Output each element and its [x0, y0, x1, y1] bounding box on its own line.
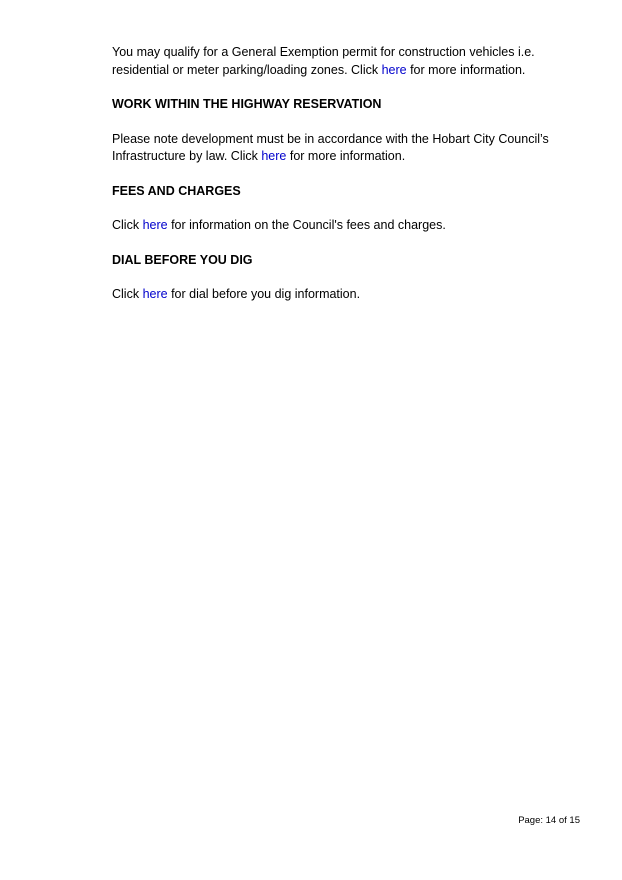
document-page: [112, 44, 552, 304]
fees-charges-link[interactable]: here: [142, 218, 168, 232]
exemption-info-link[interactable]: here: [381, 62, 407, 77]
highway-reservation-paragraph: [112, 131, 552, 166]
fees-text: Click: [112, 218, 143, 232]
exemption-permit-paragraph: [112, 44, 552, 79]
infrastructure-bylaw-link[interactable]: here: [261, 149, 287, 163]
dial-before-you-dig-link[interactable]: here: [142, 287, 168, 301]
highway-text: Please note development must be in accordance with the Hobart City Council’s Infrastructure by law. Click: [112, 131, 549, 163]
dial-text-end: for dial before you dig information.: [167, 287, 361, 301]
fees-charges-paragraph: [112, 217, 552, 235]
highway-reservation-heading: WORK WITHIN THE HIGHWAY RESERVATION: [112, 97, 382, 111]
dial-text: Click: [112, 287, 143, 301]
highway-text-end: for more information.: [286, 149, 406, 163]
exemption-text-end: for more information.: [406, 62, 526, 77]
dial-before-you-dig-heading: DIAL BEFORE YOU DIG: [112, 252, 253, 267]
dial-before-you-dig-paragraph: [112, 286, 552, 304]
exemption-text: You may qualify for a General Exemption permit for construction vehicles i.e. residential or meter parking/loading zones. Click: [112, 45, 535, 77]
fees-text-end: for information on the Council's fees and charges.: [167, 218, 446, 232]
fees-charges-heading: FEES AND CHARGES: [112, 183, 241, 198]
page-number-footer: Page: 14 of 15: [518, 815, 580, 826]
